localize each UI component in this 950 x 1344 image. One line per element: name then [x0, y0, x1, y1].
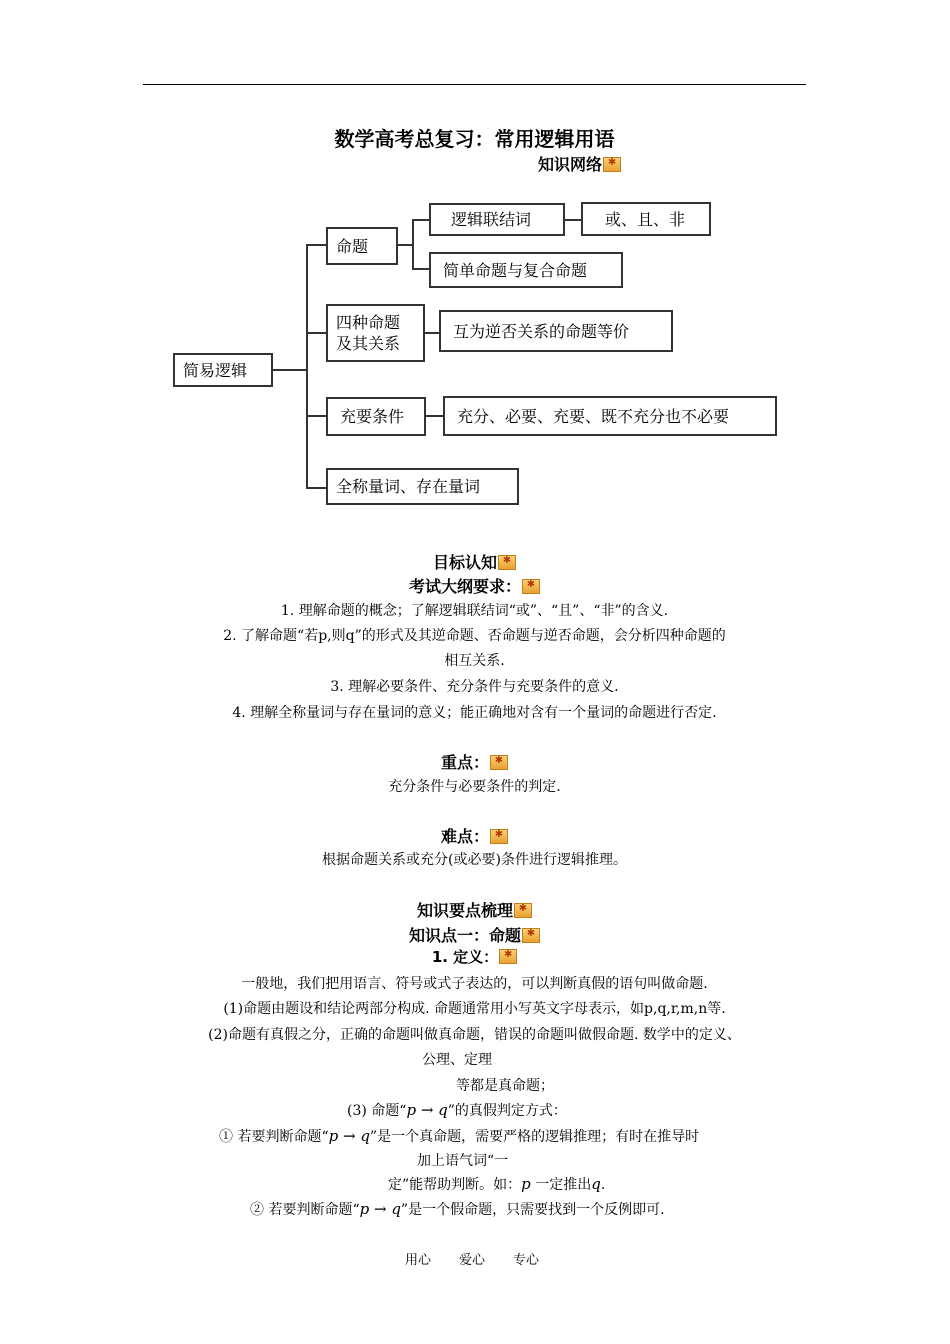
footer-text-3: 专心	[513, 1253, 540, 1268]
difficulty-heading-text: 难点：	[440, 827, 489, 846]
math-p-implies-q: p → q	[406, 1101, 448, 1119]
outline-item-1: 1. 理解命题的概念；了解逻辑联结词“或”、“且”、“非”的含义.	[280, 603, 669, 619]
points-heading	[143, 898, 806, 921]
math-p: p	[521, 1175, 531, 1193]
folder-icon	[514, 903, 532, 918]
folder-icon	[603, 157, 621, 172]
outline-heading	[143, 574, 806, 597]
node-liangci: 全称量词、存在量词	[326, 468, 519, 505]
connector	[412, 268, 430, 270]
connector	[306, 415, 327, 417]
connector	[397, 244, 413, 246]
connector	[306, 244, 308, 488]
page-title: 数学高考总复习：常用逻辑用语	[334, 127, 615, 151]
node-luoji-lianjieci: 逻辑联结词	[429, 203, 565, 236]
node-chongyao: 充要条件	[326, 397, 426, 436]
body-line-6c: 加上语气词“一	[417, 1153, 509, 1169]
outline-heading-text: 考试大纲要求：	[408, 577, 521, 596]
outline-item-3: 3. 理解必要条件、充分条件与充要条件的意义.	[330, 679, 619, 695]
point1-heading	[143, 923, 806, 946]
definition-heading	[143, 946, 806, 967]
node-root: 简易逻辑	[173, 353, 273, 387]
body-line-7	[388, 1174, 605, 1194]
body-line-2: (1)命题由题设和结论两部分构成. 命题通常用小写英文字母表示，如p,q,r,m,n等.	[223, 1001, 726, 1017]
connector	[412, 219, 414, 269]
node-jiandan-fuhe-text: 简单命题与复合命题	[443, 260, 588, 280]
definition-heading-text: 1. 定义：	[431, 948, 499, 966]
node-chongfen: 充分、必要、充要、既不充分也不必要	[443, 396, 777, 436]
footer-text-2: 爱心	[459, 1253, 486, 1268]
network-heading	[538, 152, 621, 175]
connector	[306, 244, 327, 246]
connector	[564, 219, 582, 221]
body-line-5b: ”的真假判定方式：	[447, 1103, 567, 1119]
math-q: q	[591, 1175, 601, 1193]
body-line-3: (2)命题有真假之分，正确的命题叫做真命题，错误的命题叫做假命题. 数学中的定义、	[208, 1027, 741, 1043]
body-line-6b: ”是一个真命题，需要严格的逻辑推理；有时在推导时	[369, 1129, 700, 1145]
connector	[271, 369, 307, 371]
point1-heading-text: 知识点一：命题	[408, 926, 521, 945]
network-heading-text: 知识网络	[538, 155, 603, 174]
key-heading	[143, 750, 806, 773]
body-line-8	[250, 1199, 665, 1219]
body-line-3b: 公理、定理	[422, 1052, 492, 1068]
difficulty-heading	[143, 824, 806, 847]
footer-text-1: 用心	[405, 1253, 432, 1268]
folder-icon	[490, 829, 508, 844]
connector	[425, 415, 444, 417]
body-line-5a: (3) 命题“	[347, 1103, 407, 1119]
node-hu-wei-ni-fou: 互为逆否关系的命题等价	[439, 310, 673, 352]
body-line-4: 等都是真命题；	[456, 1078, 554, 1094]
key-text: 充分条件与必要条件的判定.	[388, 779, 561, 795]
node-sizhong-line2: 及其关系	[336, 334, 401, 353]
points-heading-text: 知识要点梳理	[416, 901, 513, 920]
math-p-implies-q: p → q	[359, 1200, 401, 1218]
outline-item-2a: 2. 了解命题“若p,则q”的形式及其逆命题、否命题与逆否命题，会分析四种命题的	[223, 628, 726, 644]
body-line-6	[219, 1126, 699, 1146]
outline-item-2b: 相互关系.	[444, 653, 505, 669]
node-huo-qie-fei: 或、且、非	[581, 202, 711, 236]
key-heading-text: 重点：	[440, 753, 489, 772]
folder-icon	[490, 755, 508, 770]
body-line-1: 一般地，我们把用语言、符号或式子表达的，可以判断真假的语句叫做命题.	[241, 976, 708, 992]
folder-icon	[498, 555, 516, 570]
target-heading-text: 目标认知	[432, 553, 497, 572]
outline-item-4: 4. 理解全称量词与存在量词的意义；能正确地对含有一个量词的命题进行否定.	[232, 705, 717, 721]
node-mingti: 命题	[326, 227, 398, 265]
body-line-5	[347, 1100, 567, 1120]
page-footer	[405, 1249, 567, 1268]
difficulty-text: 根据命题关系或充分(或必要)条件进行逻辑推理。	[322, 852, 627, 868]
body-line-7c: .	[600, 1177, 606, 1193]
node-sizhong	[326, 304, 425, 362]
connector	[306, 332, 327, 334]
folder-icon	[522, 579, 540, 594]
folder-icon	[499, 949, 517, 964]
body-line-6a: ① 若要判断命题“	[219, 1129, 329, 1145]
connector	[412, 219, 430, 221]
connector	[306, 487, 327, 489]
header-rule	[143, 84, 806, 85]
math-p-implies-q: p → q	[328, 1127, 370, 1145]
body-line-7a: 定”能帮助判断。如：	[388, 1177, 522, 1193]
body-line-8a: ② 若要判断命题“	[250, 1202, 360, 1218]
target-heading	[143, 550, 806, 573]
node-jiandan-fuhe	[429, 252, 623, 288]
body-line-8b: ”是一个假命题，只需要找到一个反例即可.	[400, 1202, 665, 1218]
folder-icon	[522, 928, 540, 943]
body-line-7b: 一定推出	[535, 1177, 592, 1193]
connector	[424, 332, 440, 334]
node-sizhong-line1: 四种命题	[336, 313, 401, 332]
